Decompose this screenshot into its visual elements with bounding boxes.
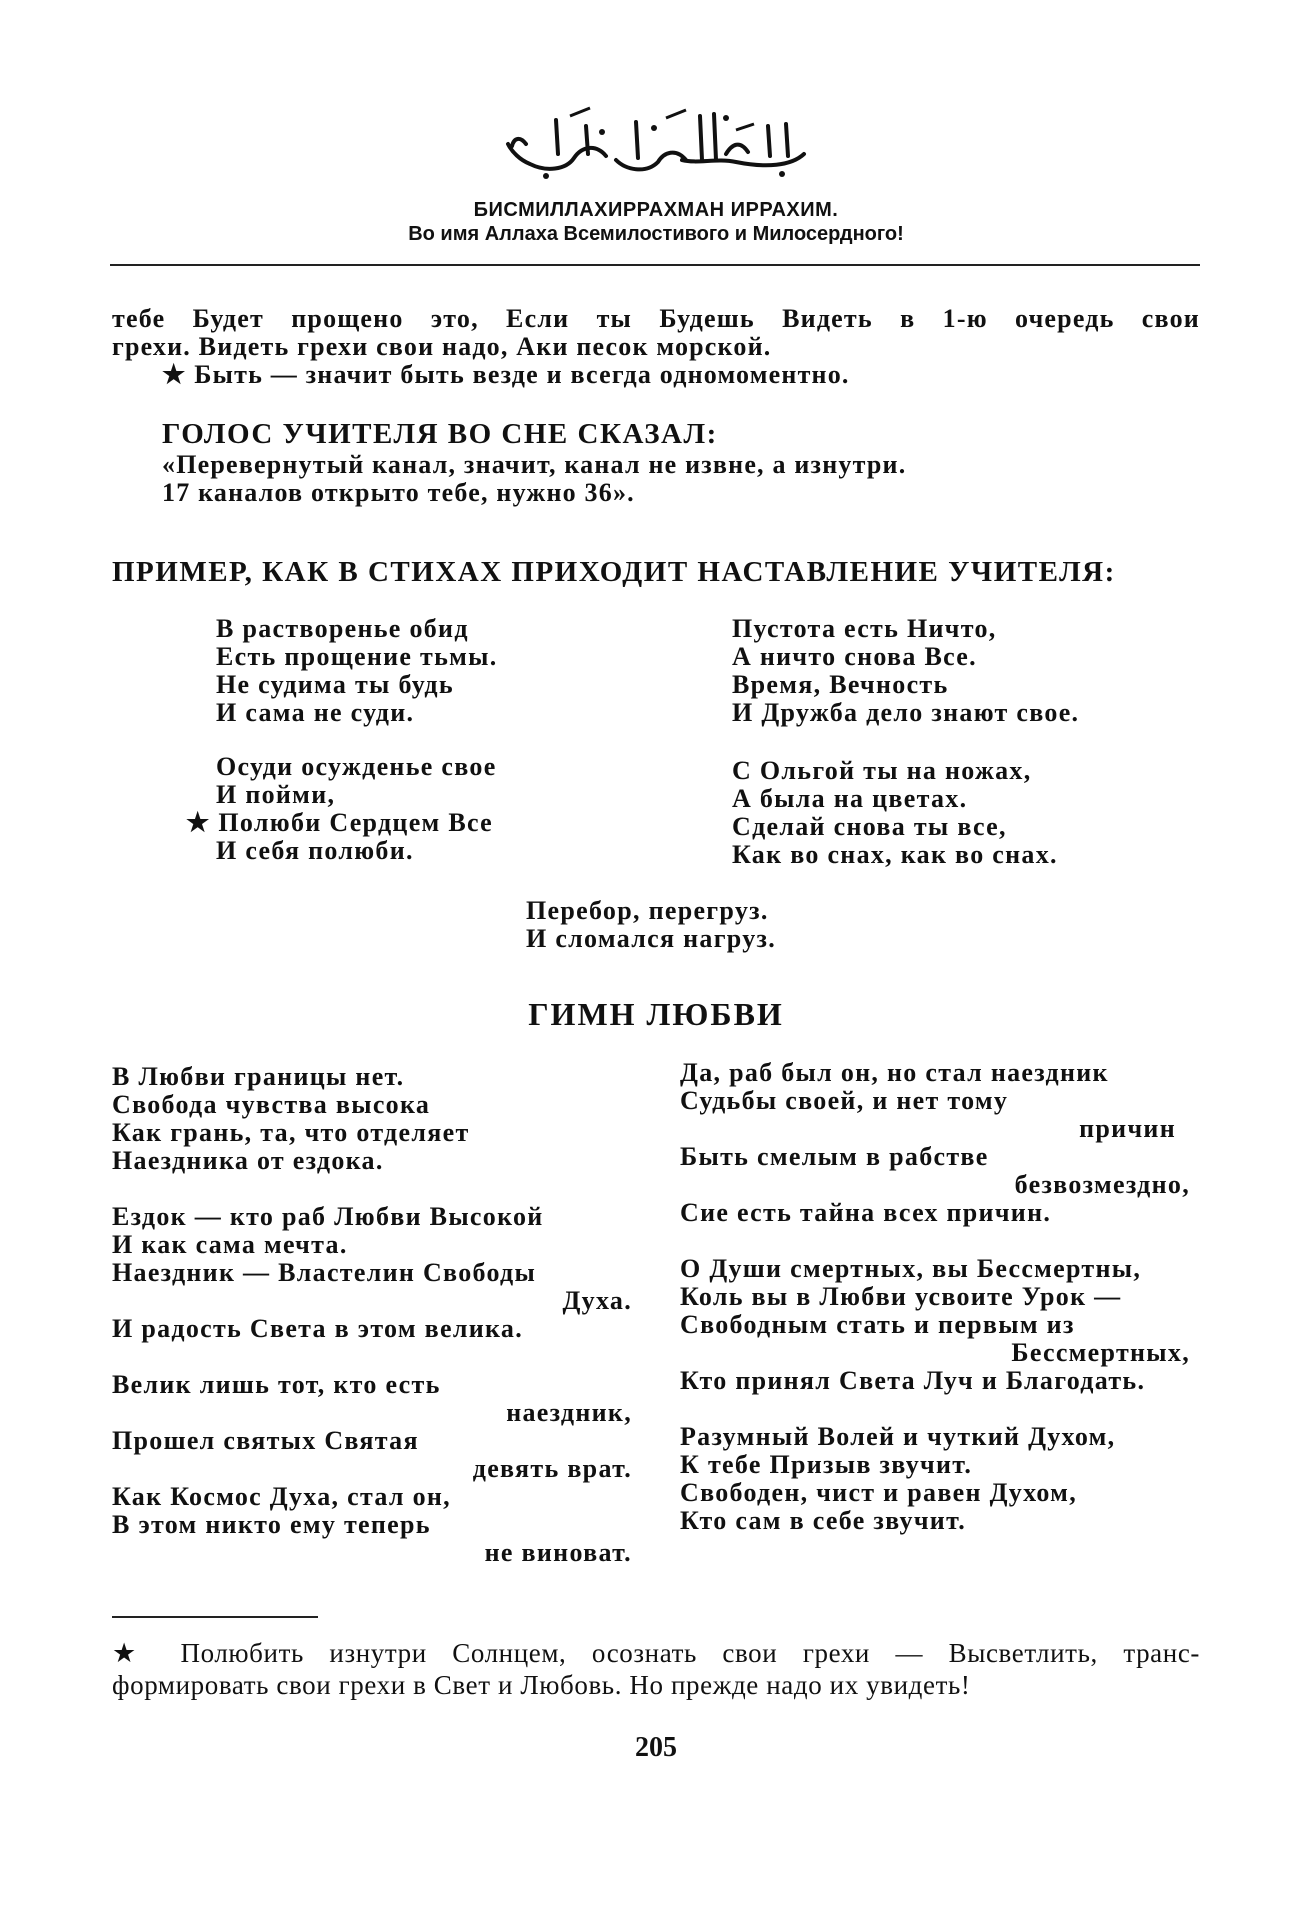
hymn-left-line: Ездок — кто раб Любви Высокой [112, 1202, 544, 1231]
example-left-line: И пойми, [216, 780, 336, 809]
example-right-line: Время, Вечность [732, 670, 949, 699]
example-right-line: А была на цветах. [732, 784, 968, 813]
hymn-right-line: Кто сам в себе звучит. [680, 1506, 966, 1535]
example-right-line: И Дружба дело знают свое. [732, 698, 1080, 727]
basmala-translation: Во имя Аллаха Всемилостивого и Милосердного! [408, 223, 904, 245]
footnote-divider [112, 1616, 318, 1618]
example-closing-line: Перебор, перегруз. [526, 896, 769, 925]
hymn-left-line: Наездник — Властелин Свободы [112, 1258, 537, 1287]
hymn-left-line: Как грань, та, что отделяет [112, 1118, 470, 1147]
example-left-line: ★ Полюби Сердцем Все [186, 808, 493, 837]
example-left-line: И себя полюби. [216, 836, 414, 865]
footnote-line-2: формировать свои грехи в Свет и Любовь. Но прежде надо их увидеть! [112, 1670, 971, 1700]
example-right-line: Пустота есть Ничто, [732, 614, 997, 643]
example-right-line: Как во снах, как во снах. [732, 840, 1058, 869]
hymn-left-line: не виноват. [484, 1538, 632, 1567]
hymn-right-line: Свободен, чист и равен Духом, [680, 1478, 1077, 1507]
hymn-right-line: Да, раб был он, но стал наездник [680, 1058, 1109, 1087]
example-left-line: Есть прощение тьмы. [216, 642, 498, 671]
hymn-left-line: И радость Света в этом велика. [112, 1314, 523, 1343]
hymn-right-line: Разумный Волей и чуткий Духом, [680, 1422, 1116, 1451]
hymn-left-line: Наездника от ездока. [112, 1146, 384, 1175]
hymn-left-line: Прошел святых Святая [112, 1426, 419, 1455]
basmala-title: БИСМИЛЛАХИРРАХМАН ИРРАХИМ. [473, 199, 839, 221]
footnote-line-1: ★ Полюбить изнутри Солнцем, осознать свои грехи — Высветлить, транс- [112, 1638, 1200, 1668]
hymn-left-line: И как сама мечта. [112, 1230, 348, 1259]
hymn-left-line: наездник, [506, 1398, 632, 1427]
intro-line-1: тебе Будет прощено это, Если ты Будешь Видеть в 1-ю очередь свои [112, 304, 1200, 333]
example-right-line: Сделай снова ты все, [732, 812, 1007, 841]
example-left-line: Осуди осужденье свое [216, 752, 497, 781]
hymn-right-line: Быть смелым в рабстве [680, 1142, 989, 1171]
teacher-voice-heading: ГОЛОС УЧИТЕЛЯ ВО СНЕ СКАЗАЛ: [162, 418, 718, 450]
hymn-left-line: Свобода чувства высока [112, 1090, 431, 1119]
example-right-line: С Ольгой ты на ножах, [732, 756, 1032, 785]
hymn-right-line: Кто принял Света Луч и Благодать. [680, 1366, 1146, 1395]
hymn-right-line: Коль вы в Любви усвоите Урок — [680, 1282, 1122, 1311]
hymn-right-line: Сие есть тайна всех причин. [680, 1198, 1052, 1227]
hymn-left-line: Духа. [562, 1286, 632, 1315]
example-right-line: А ничто снова Все. [732, 642, 977, 671]
example-heading: ПРИМЕР, КАК В СТИХАХ ПРИХОДИТ НАСТАВЛЕНИЕ УЧИТЕЛЯ: [112, 556, 1116, 588]
page-number: 205 [635, 1732, 677, 1763]
teacher-voice-line-2: 17 каналов открыто тебе, нужно 36». [162, 478, 635, 507]
hymn-right-line: Свободным стать и первым из [680, 1310, 1075, 1339]
intro-line-2: грехи. Видеть грехи свои надо, Аки песок морской. [112, 332, 772, 361]
example-left-line: И сама не суди. [216, 698, 415, 727]
hymn-left-line: Велик лишь тот, кто есть [112, 1370, 441, 1399]
hymn-title: ГИМН ЛЮБВИ [528, 996, 784, 1032]
example-left-line: В растворенье обид [216, 614, 469, 643]
intro-line-3: ★ Быть — значит быть везде и всегда одномоментно. [162, 360, 850, 389]
hymn-right-line: Судьбы своей, и нет тому [680, 1086, 1009, 1115]
example-left-line: Не судима ты будь [216, 670, 454, 699]
basmala-calligraphy [0, 104, 1312, 184]
hymn-right-line: безвозмездно, [1014, 1170, 1190, 1199]
teacher-voice-line-1: «Перевернутый канал, значит, канал не извне, а изнутри. [162, 450, 907, 479]
header-divider [110, 264, 1200, 266]
hymn-left-line: девять врат. [472, 1454, 632, 1483]
hymn-left-line: В Любви границы нет. [112, 1062, 405, 1091]
hymn-right-line: О Души смертных, вы Бессмертны, [680, 1254, 1142, 1283]
example-closing-line: И сломался нагруз. [526, 924, 777, 953]
hymn-right-line: К тебе Призыв звучит. [680, 1450, 973, 1479]
calligraphy-image [486, 104, 826, 184]
hymn-left-line: В этом никто ему теперь [112, 1510, 431, 1539]
hymn-left-line: Как Космос Духа, стал он, [112, 1482, 451, 1511]
hymn-right-line: Бессмертных, [1011, 1338, 1190, 1367]
hymn-right-line: причин [1079, 1114, 1176, 1143]
